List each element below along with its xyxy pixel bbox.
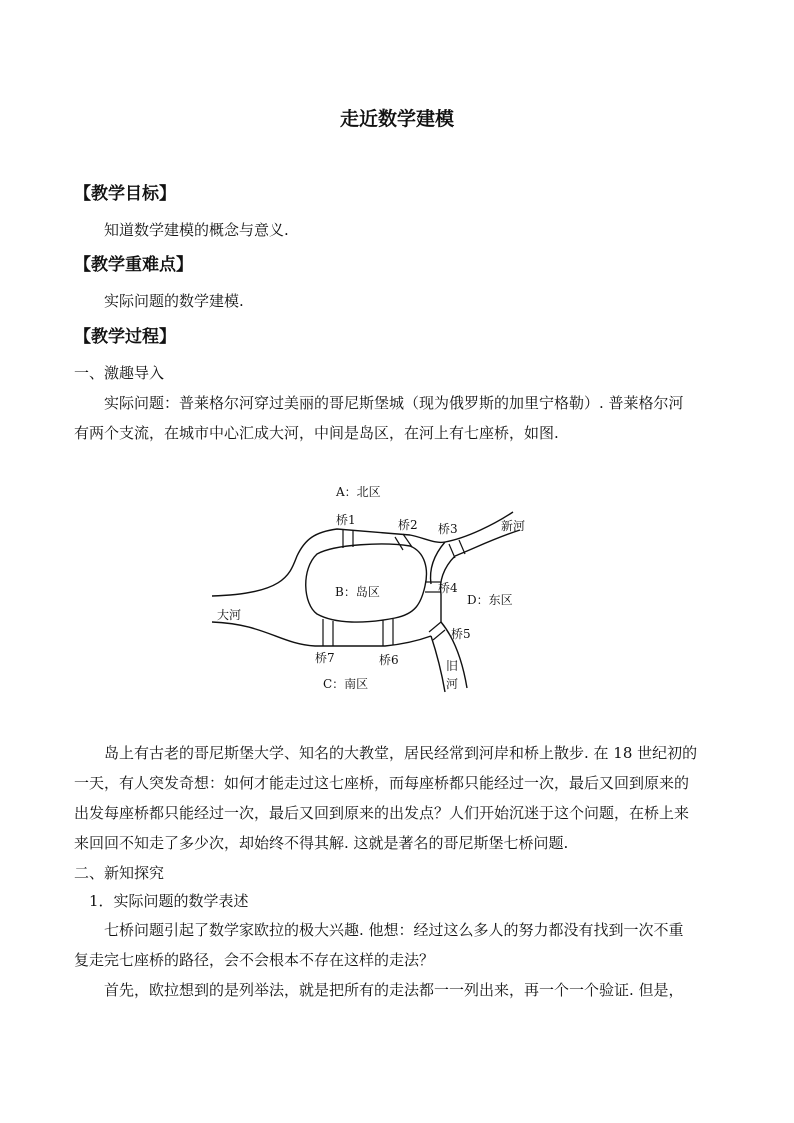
para2-line: 岛上有古老的哥尼斯堡大学、知名的大教堂，居民经常到河岸和桥上散步. 在 18 世纪初的 (104, 744, 698, 762)
label-bridge-2: 桥2 (398, 518, 418, 532)
seven-bridges-map (205, 474, 535, 699)
page-title: 走近数学建模 (339, 108, 454, 130)
label-bridge-3: 桥3 (438, 522, 458, 536)
para2-line: 出发每座桥都只能经过一次，最后又回到原来的出发点？人们开始沉迷于这个问题，在桥上来 (74, 804, 690, 822)
part1-heading: 一、激趣导入 (74, 364, 165, 382)
label-old-river: 旧 (446, 659, 459, 673)
goal-text: 知道数学建模的概念与意义. (104, 221, 289, 239)
part2-line: 复走完七座桥的路径，会不会根本不存在这样的走法？ (74, 951, 435, 969)
part2-line: 七桥问题引起了数学家欧拉的极大兴趣. 他想：经过这么多人的努力都没有找到一次不重 (104, 921, 684, 939)
label-big-river: 大河 (217, 608, 242, 622)
para2-line: 来回回不知走了多少次，却始终不得其解. 这就是著名的哥尼斯堡七桥问题. (74, 834, 569, 852)
label-bridge-6: 桥6 (379, 653, 399, 667)
bridge-3-mark (449, 544, 455, 558)
part2-heading: 二、新知探究 (74, 864, 165, 882)
part1-line: 实际问题：普莱格尔河穿过美丽的哥尼斯堡城（现为俄罗斯的加里宁格勒）. 普莱格尔河 (104, 394, 684, 412)
bridge-5-mark (429, 622, 441, 632)
key-heading: 【教学重难点】 (74, 255, 193, 275)
label-north: A：北区 (336, 485, 381, 499)
goal-heading: 【教学目标】 (74, 184, 176, 204)
label-east: D：东区 (467, 593, 513, 607)
bridge-3-mark (459, 540, 465, 554)
process-heading: 【教学过程】 (74, 327, 176, 347)
label-bridge-7: 桥7 (315, 651, 335, 665)
label-bridge-5: 桥5 (451, 627, 471, 641)
part2-subheading: 1．实际问题的数学表述 (89, 892, 249, 910)
label-bridge-4: 桥4 (438, 581, 458, 595)
bridge-5-mark (433, 630, 445, 640)
bridge-2-mark (395, 537, 403, 550)
key-text: 实际问题的数学建模. (104, 292, 244, 310)
label-south: C：南区 (323, 677, 369, 691)
label-island: B：岛区 (335, 585, 380, 599)
para2-line: 一天，有人突发奇想：如何才能走过这七座桥，而每座桥都只能经过一次，最后又回到原来的 (74, 774, 690, 792)
label-old-river: 河 (446, 677, 459, 691)
label-new-river: 新河 (501, 519, 526, 533)
part1-line: 有两个支流，在城市中心汇成大河，中间是岛区，在河上有七座桥，如图. (74, 424, 559, 442)
part2-line: 首先，欧拉想到的是列举法，就是把所有的走法都一一列出来，再一个一个验证. 但是， (104, 981, 684, 999)
label-bridge-1: 桥1 (336, 513, 356, 527)
